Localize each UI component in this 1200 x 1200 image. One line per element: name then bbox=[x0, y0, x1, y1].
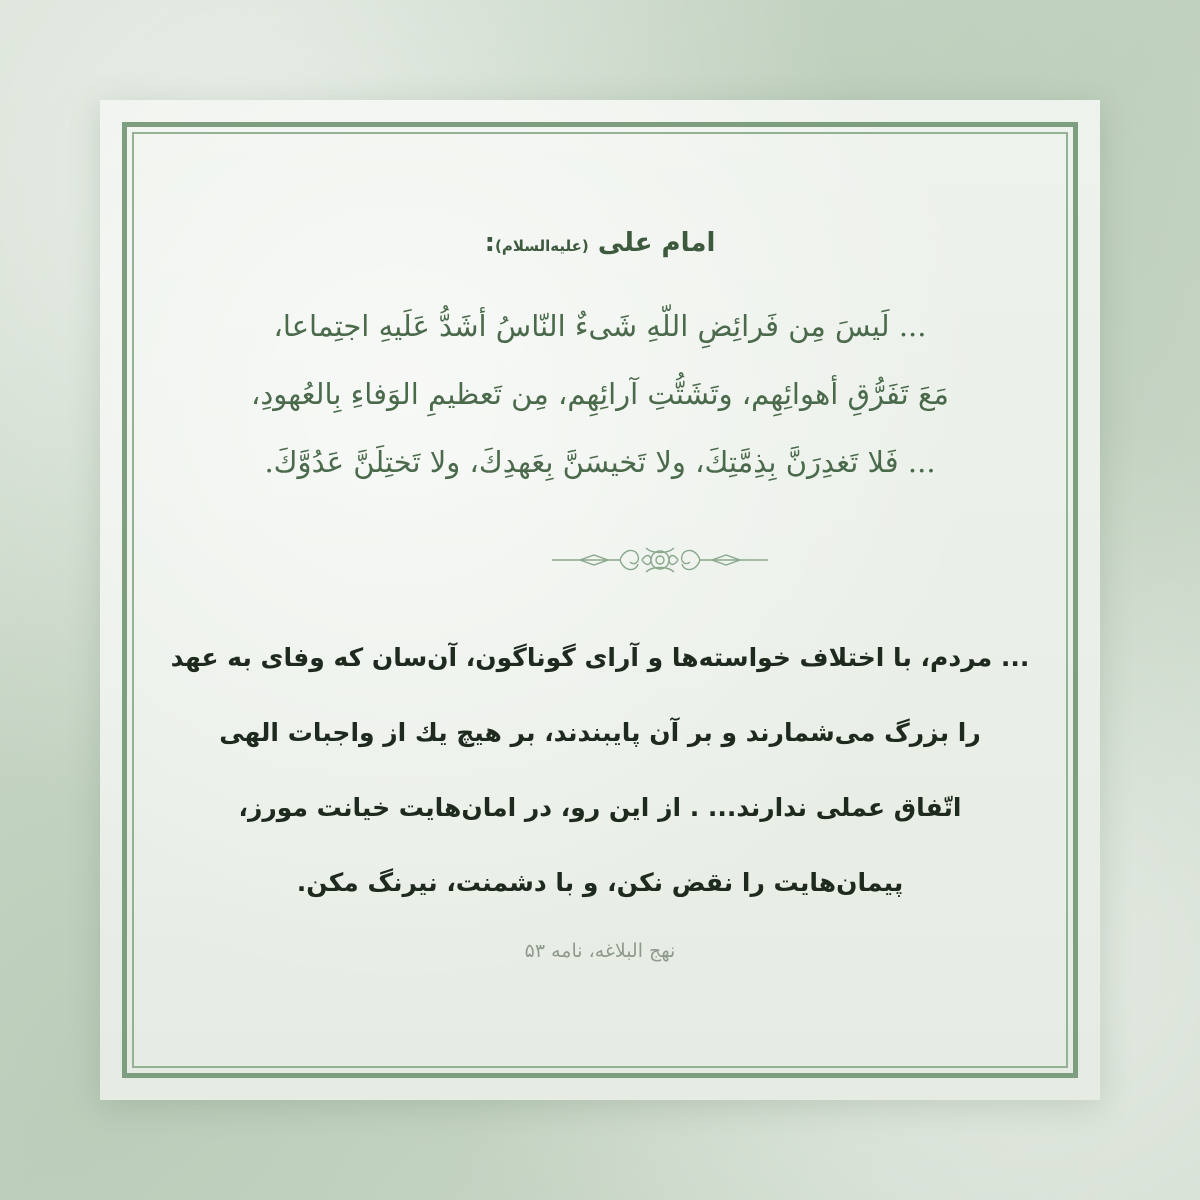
floral-ornament-icon bbox=[550, 540, 770, 580]
heading-name: امام علی bbox=[597, 228, 716, 258]
quote-heading bbox=[160, 228, 1040, 258]
arabic-quote bbox=[160, 292, 1040, 496]
quote-card bbox=[100, 100, 1100, 1100]
persian-line-1: ... مردم، با اختلاف خواسته‌ها و آرای گوناگون، آن‌سان که وفای به عهد bbox=[170, 643, 1030, 672]
arabic-line-2: مَعَ تَفَرُّقِ أهوائِهِم، وتَشَتُّتِ آرائِهِم، مِن تَعظیمِ الوَفاءِ بِالعُهودِ، bbox=[251, 377, 949, 411]
persian-translation bbox=[160, 620, 1040, 920]
heading-colon: : bbox=[484, 228, 496, 258]
source-citation: نهج البلاغه، نامه ۵۳ bbox=[524, 940, 676, 962]
arabic-line-1: ... لَیسَ مِن فَرائِضِ اللّهِ شَیءٌ النّاسُ أشَدُّ عَلَیهِ اجتِماعا، bbox=[273, 309, 927, 343]
persian-line-3: اتّفاق عملی ندارند... . از این رو، در امان‌هایت خیانت مورز، bbox=[238, 793, 962, 822]
arabic-line-3: ... فَلا تَغدِرَنَّ بِذِمَّتِكَ، ولا تَخیسَنَّ بِعَهدِكَ، ولا تَختِلَنَّ عَدُوَّكَ. bbox=[264, 445, 936, 479]
persian-line-2: را بزرگ می‌شمارند و بر آن پایبندند، بر هیچ یك از واجبات الهی bbox=[219, 718, 981, 747]
persian-line-4: پیمان‌هایت را نقض نکن، و با دشمنت، نیرنگ مکن. bbox=[296, 868, 904, 897]
quote-content bbox=[160, 100, 1040, 1100]
heading-honorific: (علیه‌السلام) bbox=[495, 237, 589, 255]
